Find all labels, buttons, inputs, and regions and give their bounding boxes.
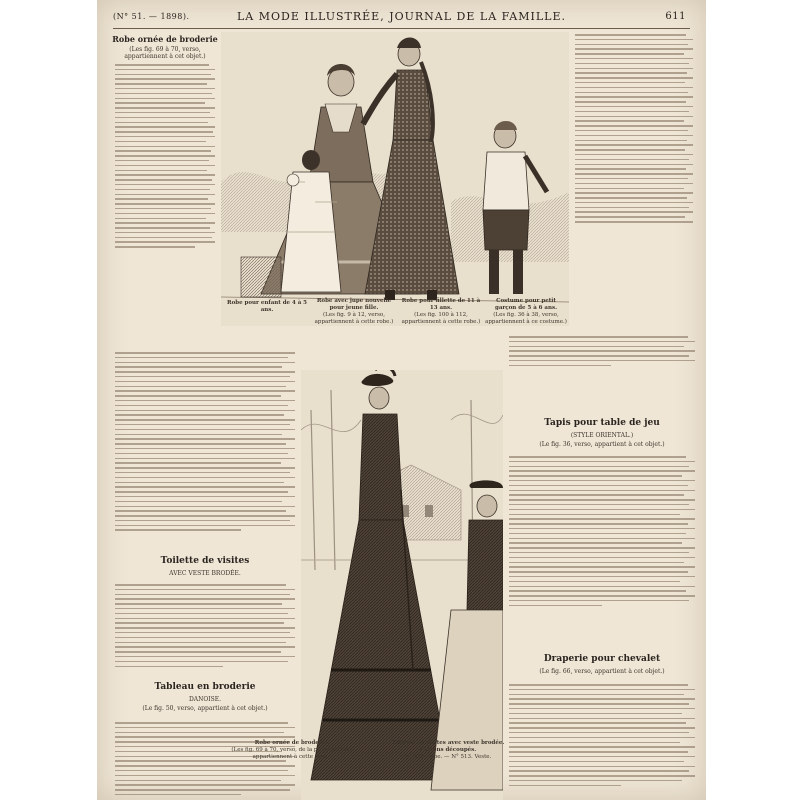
journal-title: LA MODE ILLUSTRÉE, JOURNAL DE LA FAMILLE. [236,10,566,23]
article-body-robe-broderie-cont [115,352,295,534]
caption-boy-costume-detail: (Les fig. 36 à 38, verso, appartiennent à ce costume.) [485,312,567,325]
caption-young-girl-title: Robe avec jupe nouvelle pour jeune fille. [316,298,392,311]
header-rule [113,28,690,29]
caption-toilette-visites-title: Toilette de visites avec veste brodée. [391,740,505,746]
magazine-page [97,0,706,800]
caption-boy-costume [485,298,567,326]
article-note-tapis: (Le fig. 36, verso, appartient à cet objet.) [539,441,665,448]
right-column-body-mid [509,336,695,370]
article-body-tapis [509,456,695,610]
article-title-toilette-visites: Toilette de visites [160,556,250,566]
caption-child-dress [227,300,307,314]
caption-toilette-numbers: N° 512. Jupe. — N° 513. Veste. [404,754,492,760]
bottom-fashion-plate [301,370,503,800]
article-title-tableau-broderie: Tableau en broderie [154,682,256,692]
top-plate-illustration [221,32,569,326]
caption-young-girl-dress [311,298,397,326]
issue-number: (N° 51. — 1898). [113,12,190,21]
article-note-tableau-broderie: (Le fig. 50, verso, appartient à cet objet.) [142,705,268,712]
article-body-draperie [509,684,695,790]
caption-girl-dress-title: Robe pour fillette de 11 à 13 ans. [401,298,481,311]
article-title-draperie-chevalet: Draperie pour chevalet [543,654,661,664]
article-body-toilette-visites [115,584,295,670]
caption-robe-broderie-detail: (Les fig. 69 à 70, verso, de la pl. de patrons appartiennent à cette robe.) [231,747,353,760]
caption-girl-dress-detail: (Les fig. 100 à 112, appartiennent à cette robe.) [401,312,481,325]
caption-young-girl-detail: (Les fig. 9 à 12, verso, appartiennent à cette robe.) [314,312,394,325]
article-body-robe-broderie [115,64,215,251]
caption-child-dress-title: Robe pour enfant de 4 à 5 ans. [227,300,308,313]
page-number: 611 [665,11,686,22]
caption-toilette-visites [373,740,523,761]
caption-robe-broderie [217,740,367,761]
caption-robe-broderie-title: Robe ornée de broderie. [254,740,330,746]
top-fashion-plate [221,32,569,326]
article-subtitle-tableau-danoise: DANOISE. [188,696,222,703]
caption-girl-dress [401,298,481,326]
article-subtitle-toilette-visites: AVEC VESTE BRODÉE. [169,570,241,577]
article-title-tapis-table-jeu: Tapis pour table de jeu [544,418,660,428]
article-note-draperie: (Le fig. 66, verso, appartient à cet objet.) [539,668,665,675]
right-column-body-top [575,34,693,226]
article-title-robe-broderie: Robe ornée de broderie [112,34,218,44]
article-subtitle-style-oriental: (STYLE ORIENTAL.) [570,432,634,439]
bottom-plate-illustration [301,370,503,800]
caption-toilette-patrons: Patrons découpés. [419,747,477,753]
article-subtitle-robe-broderie: (Les fig. 69 à 70, verso, appartiennent à cet objet.) [124,46,206,60]
caption-boy-costume-title: Costume pour petit garçon de 5 à 6 ans. [494,298,558,311]
page-header [97,10,706,24]
